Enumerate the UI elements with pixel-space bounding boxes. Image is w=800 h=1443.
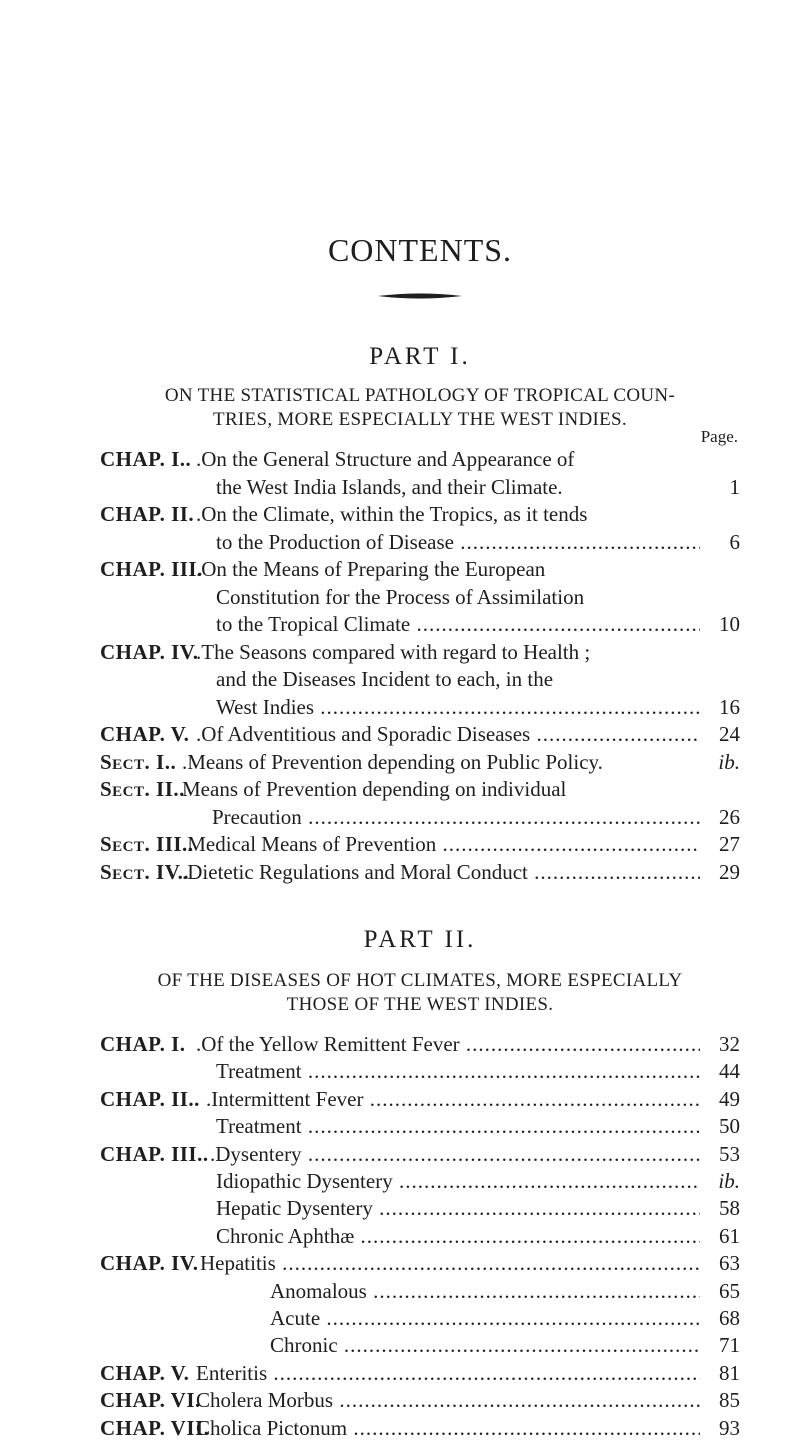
toc-line: [100, 829, 740, 859]
toc-page-number: 68: [719, 1306, 740, 1330]
toc-entry-title: Hepatic Dysentery .....: [216, 1193, 700, 1223]
toc-line: [100, 637, 740, 667]
toc-line: [100, 527, 740, 557]
toc-page-number: 27: [719, 832, 740, 856]
toc-entry-label: CHAP. III.: [100, 557, 203, 581]
toc-entry-title: .Of Adventitious and Sporadic Diseases .....: [196, 719, 700, 749]
toc-entry-title: Idiopathic Dysentery .....: [216, 1166, 700, 1196]
part2-heading: PART II.: [363, 926, 477, 953]
toc-line: [100, 444, 740, 474]
toc-entry-title: Cholera Morbus .....: [196, 1385, 700, 1415]
toc-line: [100, 1248, 740, 1278]
toc-entry-label: Sect. II..: [100, 777, 185, 801]
toc-line: [100, 1330, 740, 1360]
toc-line: [100, 857, 740, 887]
toc-line: [100, 802, 740, 832]
toc-entry-label: CHAP. I.: [100, 1032, 186, 1056]
toc-page-number: 1: [729, 474, 740, 499]
toc-page-number: 29: [719, 859, 740, 884]
toc-entry-title: .The Seasons compared with regard to Health ;: [196, 639, 591, 664]
toc-page-number: 16: [719, 694, 740, 719]
toc-page-number: 65: [719, 1278, 740, 1303]
toc-entry-title: Treatment .....: [216, 1056, 700, 1086]
toc-entry-title: .Intermittent Fever .....: [206, 1084, 700, 1114]
toc-entry-label: CHAP. III..: [100, 1141, 209, 1166]
toc-entry-title: .On the Climate, within the Tropics, as it tends: [196, 502, 588, 526]
toc-page-number: 93: [719, 1415, 740, 1440]
toc-page-number: 63: [719, 1251, 740, 1276]
toc-entry-title: to the Tropical Climate .....: [216, 609, 700, 639]
toc-entry-title: Means of Prevention depending on individual: [182, 777, 567, 801]
toc-page-number: 71: [719, 1333, 740, 1358]
toc-line: [100, 472, 740, 502]
toc-entry-label: Sect. I..: [100, 749, 177, 774]
toc-page-number: 53: [719, 1141, 740, 1166]
part2-subtitle-line2: THOSE OF THE WEST INDIES.: [286, 994, 554, 1015]
toc-page-number: 49: [719, 1086, 740, 1111]
toc-page-number: 26: [719, 804, 740, 829]
toc-page-number: 81: [719, 1360, 740, 1385]
toc-line: [100, 1276, 740, 1306]
toc-entry-label: CHAP. II.: [100, 502, 195, 526]
ornament-rule-icon: [370, 292, 470, 300]
toc-entry-label: CHAP. V.: [100, 1360, 190, 1385]
toc-entry-title: Chronic Aphthæ .....: [216, 1221, 700, 1251]
toc-entry-title: Anomalous .....: [270, 1276, 700, 1306]
toc-page-number: 10: [719, 612, 740, 636]
toc-entry-title: .Of the Yellow Remittent Fever .....: [196, 1029, 700, 1059]
toc-entry-title: .Dysentery .....: [210, 1139, 700, 1169]
toc-page-number: ib.: [718, 1169, 740, 1193]
part1-subtitle-line1: ON THE STATISTICAL PATHOLOGY OF TROPICAL COUN-: [164, 385, 676, 406]
toc-entry-title: to the Production of Disease .....: [216, 527, 700, 557]
toc-page-number: 58: [719, 1196, 740, 1221]
toc-page-number: 32: [719, 1032, 740, 1056]
toc-page-number: ib.: [718, 749, 740, 774]
toc-line: [100, 692, 740, 722]
toc-entry-label: CHAP. IV.: [100, 1251, 199, 1276]
toc-line: [100, 747, 740, 777]
toc-entry-title: .Dietetic Regulations and Moral Conduct .....: [182, 857, 700, 887]
page-title: CONTENTS.: [327, 232, 513, 268]
toc-line: [100, 1303, 740, 1333]
toc-entry-label: CHAP. II..: [100, 1086, 200, 1111]
toc-entry-label: CHAP. VI.: [100, 1388, 201, 1413]
toc-line: [100, 664, 740, 694]
toc-entry-label: CHAP. V.: [100, 722, 190, 746]
toc-entry-title: West Indies .....: [216, 692, 700, 722]
toc-line: [100, 1111, 740, 1141]
toc-line: [100, 582, 740, 612]
toc-line: [100, 499, 740, 529]
toc-line: [100, 1056, 740, 1086]
toc-entry-label: CHAP. VII.: [100, 1415, 210, 1440]
toc-line: [100, 1084, 740, 1114]
toc-line: [100, 1139, 740, 1169]
toc-line: [100, 554, 740, 584]
toc-entry-title: Chronic .....: [270, 1330, 700, 1360]
toc-page-number: 24: [719, 722, 740, 746]
part1-subtitle-line2: TRIES, MORE ESPECIALLY THE WEST INDIES.: [213, 409, 627, 430]
toc-page-number: 61: [719, 1223, 740, 1248]
toc-line: [100, 1413, 740, 1443]
toc-line: [100, 1029, 740, 1059]
toc-entry-title: .On the Means of Preparing the European: [196, 557, 546, 581]
toc-entry-label: CHAP. IV.: [100, 639, 199, 664]
toc-entry-title: the West India Islands, and their Climate.: [216, 474, 563, 499]
toc-page-number: 44: [719, 1059, 740, 1084]
toc-entry-title: Cholica Pictonum .....: [196, 1413, 700, 1443]
toc-page-number: 50: [719, 1114, 740, 1139]
toc-entry-title: .On the General Structure and Appearance of: [196, 447, 575, 471]
toc-entry-title: Hepatitis .....: [200, 1248, 700, 1278]
toc-line: [100, 719, 740, 749]
part1-heading: PART I.: [369, 343, 471, 370]
toc-entry-title: .Means of Prevention depending on Public Policy.: [182, 749, 603, 774]
toc-line: [100, 1358, 740, 1388]
toc-line: [100, 1166, 740, 1196]
toc-page-number: 6: [729, 529, 740, 554]
toc-entry-title: Enteritis .....: [196, 1358, 700, 1388]
toc-entry-label: Sect. III..: [100, 832, 194, 856]
toc-entry-title: .Medical Means of Prevention .....: [182, 829, 700, 859]
toc-entry-title: Constitution for the Process of Assimilation: [216, 584, 585, 609]
toc-entry-title: and the Diseases Incident to each, in the: [216, 667, 554, 691]
part2-subtitle-line1: OF THE DISEASES OF HOT CLIMATES, MORE ESPECIALLY: [157, 970, 683, 991]
toc-page-number: 85: [719, 1388, 740, 1413]
toc-line: [100, 609, 740, 639]
toc-line: [100, 774, 740, 804]
toc-line: [100, 1385, 740, 1415]
toc-entry-title: Precaution .....: [212, 802, 700, 832]
toc-entry-title: Acute .....: [270, 1303, 700, 1333]
toc-line: [100, 1221, 740, 1251]
page-column-label: Page.: [700, 427, 738, 446]
toc-entry-label: Sect. IV..: [100, 859, 190, 884]
toc-entry-label: CHAP. I..: [100, 447, 192, 471]
toc-line: [100, 1193, 740, 1223]
toc-entry-title: Treatment .....: [216, 1111, 700, 1141]
